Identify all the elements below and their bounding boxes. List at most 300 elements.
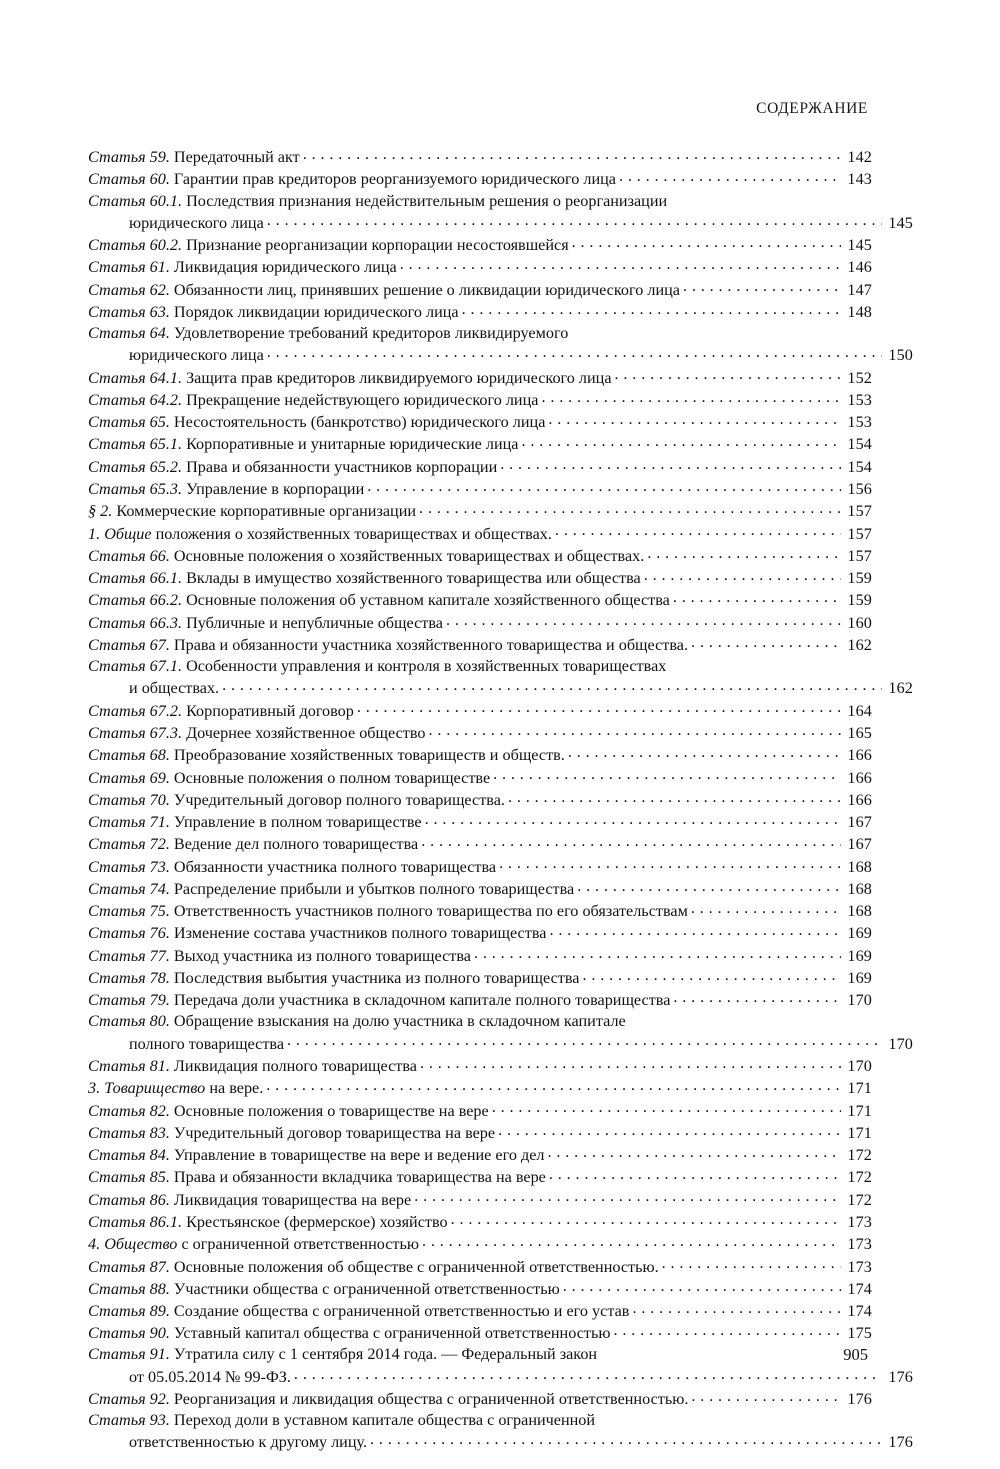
dot-leader — [474, 945, 841, 961]
toc-entry[interactable] — [88, 589, 872, 611]
toc-entry-title: Реорганизация и ликвидация общества с ограниченной ответственностью. — [173, 1390, 689, 1408]
dot-leader — [582, 967, 841, 983]
dot-leader — [500, 456, 841, 472]
toc-entry-page-number: 176 — [888, 1433, 913, 1452]
toc-entry-label: Статья 87. — [88, 1257, 170, 1276]
toc-entry-line — [88, 366, 872, 388]
toc-entry[interactable] — [88, 1322, 872, 1344]
toc-entry[interactable] — [88, 634, 872, 656]
toc-entry-title: Корпоративные и унитарные юридические лица — [186, 435, 519, 454]
toc-entry-page-number: 147 — [847, 280, 872, 299]
toc-entry[interactable] — [88, 168, 872, 190]
toc-entry-title: Публичные и непубличные общества — [186, 613, 443, 632]
toc-entry[interactable] — [88, 301, 872, 323]
toc-entry-page-number: 152 — [847, 368, 872, 387]
toc-entry-text — [88, 434, 518, 455]
toc-entry-title: Особенности управления и контроля в хозяйственных товариществах — [186, 657, 667, 676]
toc-entry[interactable] — [88, 191, 913, 234]
toc-entry-title: Последствия выбытия участника из полного товарищества — [173, 969, 580, 988]
toc-entry-text — [88, 524, 552, 545]
toc-entry-title: Ведение дел полного товарищества — [173, 835, 419, 854]
toc-entry[interactable] — [88, 1144, 872, 1166]
toc-entry[interactable] — [88, 945, 872, 967]
toc-entry-line — [88, 1344, 872, 1365]
toc-entry-label: Статья 60. — [88, 170, 170, 189]
toc-entry-label: Статья 88. — [88, 1279, 170, 1298]
toc-entry-label: Статья 72. — [88, 835, 170, 854]
dot-leader — [662, 1255, 841, 1271]
toc-entry[interactable] — [88, 1188, 872, 1210]
toc-entry-label: Статья 77. — [88, 946, 170, 965]
toc-entry-text — [88, 1323, 610, 1344]
toc-entry-text — [88, 546, 644, 567]
toc-entry-title: Дочернее хозяйственное общество — [186, 723, 426, 742]
toc-entry-line — [88, 922, 872, 944]
toc-entry-continuation-line — [88, 1431, 913, 1453]
toc-entry[interactable] — [88, 1344, 913, 1387]
toc-entry-text — [88, 1257, 659, 1278]
toc-entry-title: Утратила силу с 1 сентября 2014 года. — Федеральный закон — [173, 1345, 598, 1364]
toc-entry-text — [88, 479, 364, 500]
dot-leader — [451, 1211, 841, 1227]
toc-entry-line — [88, 945, 872, 967]
toc-entry-line — [88, 1077, 872, 1099]
toc-entry-label: Статья 93. — [88, 1411, 170, 1430]
toc-entry-line — [88, 1166, 872, 1188]
toc-entry-line — [88, 256, 872, 278]
toc-entry-title: Основные положения о товариществе на вере — [173, 1101, 489, 1120]
toc-entry-text — [88, 946, 471, 967]
toc-entry-label: Статья 86. — [88, 1190, 170, 1209]
dot-leader — [267, 212, 882, 228]
dot-leader — [287, 1033, 882, 1049]
toc-entry-page-number: 172 — [847, 1146, 872, 1165]
toc-entry[interactable] — [88, 1255, 872, 1277]
toc-entry[interactable] — [88, 146, 872, 168]
toc-entry-title: Управление в корпорации — [186, 480, 365, 499]
dot-leader — [419, 500, 841, 516]
toc-entry-text — [88, 457, 497, 478]
dot-leader — [568, 744, 841, 760]
toc-entry-text — [88, 590, 670, 611]
toc-entry-line — [88, 1233, 872, 1255]
toc-entry[interactable] — [88, 967, 872, 989]
toc-entry[interactable] — [88, 900, 872, 922]
toc-entry-page-number: 169 — [847, 946, 872, 965]
toc-entry-title: Коммерческие корпоративные организации — [116, 502, 417, 521]
toc-entry-continuation-text: полного товарищества — [129, 1034, 285, 1053]
toc-entry[interactable] — [88, 833, 872, 855]
toc-entry-text — [88, 1101, 489, 1122]
dot-leader — [414, 1188, 841, 1204]
toc-entry-label: Статья 67. — [88, 636, 170, 654]
toc-entry-page-number: 171 — [847, 1079, 872, 1098]
toc-entry-text — [88, 257, 397, 278]
toc-entry[interactable] — [88, 234, 872, 256]
toc-entry-text — [88, 147, 300, 168]
toc-entry-line — [88, 1278, 872, 1300]
toc-entry-label: Статья 85. — [88, 1168, 170, 1187]
toc-entry-title: Крестьянское (фермерское) хозяйство — [186, 1212, 448, 1231]
toc-entry-title: Учредительный договор товарищества на вере — [173, 1123, 496, 1142]
toc-entry-label: Статья 63. — [88, 302, 170, 321]
toc-entry-title: на вере. — [209, 1079, 264, 1098]
toc-entry-line — [88, 1322, 872, 1344]
toc-entry-title: Создание общества с ограниченной ответственностью и его устав — [173, 1302, 630, 1321]
toc-entry-text — [88, 923, 546, 944]
toc-entry-label: Статья 67.1. — [88, 657, 183, 676]
toc-entry-text — [88, 235, 569, 256]
toc-entry-continuation-text: ответственностью к другому лицу. — [129, 1433, 368, 1452]
toc-entry[interactable] — [88, 744, 872, 766]
toc-entry-line — [88, 1188, 872, 1210]
toc-entry-line — [88, 967, 872, 989]
toc-entry-line — [88, 301, 872, 323]
toc-entry[interactable] — [88, 567, 872, 589]
toc-entry-title: Преобразование хозяйственных товариществ и обществ. — [173, 746, 565, 765]
toc-entry[interactable] — [88, 1300, 872, 1322]
toc-entry-line — [88, 500, 872, 522]
toc-entry-page-number: 175 — [847, 1324, 872, 1343]
toc-entry-text — [88, 1301, 629, 1322]
toc-entry-line — [88, 811, 872, 833]
toc-entry[interactable] — [88, 1278, 872, 1300]
toc-entry-page-number: 174 — [847, 1279, 872, 1298]
toc-entry-line — [88, 279, 872, 301]
toc-entry-title: Управление в полном товариществе — [173, 813, 422, 832]
dot-leader — [691, 900, 841, 916]
toc-entry[interactable] — [88, 789, 872, 811]
toc-entry-title: с ограниченной ответственностью — [181, 1235, 419, 1254]
toc-entry-page-number: 157 — [847, 524, 872, 543]
toc-entry-title: Передаточный акт — [173, 148, 300, 167]
toc-entry-page-number: 145 — [847, 236, 872, 255]
toc-entry-title: Распределение прибыли и убытков полного товарищества — [173, 879, 575, 898]
toc-entry[interactable] — [88, 1211, 872, 1233]
dot-leader — [521, 433, 841, 449]
toc-entry[interactable] — [88, 366, 872, 388]
running-head: СОДЕРЖАНИЕ — [756, 100, 868, 117]
toc-entry-line — [88, 323, 872, 344]
toc-entry-line — [88, 1255, 872, 1277]
dot-leader — [691, 634, 841, 650]
toc-entry[interactable] — [88, 811, 872, 833]
dot-leader — [577, 878, 841, 894]
toc-entry[interactable] — [88, 722, 872, 744]
toc-entry-text — [88, 1389, 688, 1410]
toc-entry-continuation-line — [88, 1033, 913, 1055]
toc-entry-label: Статья 70. — [88, 790, 170, 809]
toc-entry-page-number: 154 — [847, 435, 872, 454]
toc-entry-text — [88, 1078, 263, 1099]
dot-leader — [370, 1431, 882, 1447]
dot-leader — [498, 1122, 841, 1138]
dot-leader — [267, 344, 882, 360]
toc-entry-text — [88, 635, 688, 656]
toc-entry-page-number: 168 — [847, 879, 872, 898]
toc-entry-title: Основные положения об уставном капитале хозяйственного общества — [186, 591, 670, 610]
toc-entry-line — [88, 766, 872, 788]
toc-entry[interactable] — [88, 256, 872, 278]
toc-entry-text — [88, 390, 538, 411]
toc-entry-label: 3. Товарищество — [88, 1079, 206, 1098]
toc-entry[interactable] — [88, 522, 872, 544]
toc-entry-page-number: 146 — [847, 258, 872, 277]
toc-entry-text — [88, 368, 612, 389]
toc-entry[interactable] — [88, 456, 872, 478]
toc-entry-page-number: 162 — [847, 636, 872, 654]
toc-entry-text — [88, 1279, 560, 1300]
toc-entry-label: Статья 90. — [88, 1324, 170, 1343]
toc-entry[interactable] — [88, 478, 872, 500]
toc-entry-title: Права и обязанности участника хозяйственного товарищества и общества. — [173, 636, 689, 654]
dot-leader — [632, 1300, 841, 1316]
toc-entry[interactable] — [88, 545, 872, 567]
toc-entry-title: Основные положения о хозяйственных товариществах и обществах. — [173, 546, 645, 565]
toc-entry-text — [88, 323, 568, 344]
toc-entry-line — [88, 146, 872, 168]
toc-entry-line — [88, 168, 872, 190]
toc-entry-page-number: 168 — [847, 902, 872, 921]
toc-entry[interactable] — [88, 1011, 913, 1054]
toc-entry[interactable] — [88, 1122, 872, 1144]
toc-entry-text — [88, 723, 425, 744]
toc-entry-text — [88, 1190, 411, 1211]
toc-entry-label: Статья 62. — [88, 280, 170, 299]
toc-entry-text — [88, 656, 666, 677]
dot-leader — [462, 301, 841, 317]
toc-entry-text — [88, 1145, 544, 1166]
dot-leader — [428, 722, 841, 738]
toc-entry-page-number: 143 — [847, 170, 872, 189]
toc-entry-title: Прекращение недействующего юридического лица — [186, 390, 539, 409]
toc-entry-text — [88, 990, 670, 1011]
toc-entry-label: Статья 69. — [88, 768, 170, 787]
toc-entry-title: Обращение взыскания на долю участника в складочном капитале — [173, 1012, 626, 1031]
toc-entry-title: Ликвидация товарищества на вере — [173, 1190, 412, 1209]
toc-entry-line — [88, 234, 872, 256]
dot-leader — [222, 677, 882, 693]
toc-entry-label: Статья 71. — [88, 813, 170, 832]
toc-entry[interactable] — [88, 855, 872, 877]
toc-entry[interactable] — [88, 500, 872, 522]
toc-entry-label: Статья 74. — [88, 879, 170, 898]
toc-entry-text — [88, 790, 505, 811]
toc-entry-text — [88, 1212, 448, 1233]
toc-entry-page-number: 173 — [847, 1257, 872, 1276]
toc-entry[interactable] — [88, 612, 872, 634]
toc-entry[interactable] — [88, 389, 872, 411]
toc-entry-label: Статья 79. — [88, 991, 170, 1010]
toc-entry-title: положения о хозяйственных товариществах и обществах. — [155, 524, 552, 543]
toc-entry-line — [88, 522, 872, 544]
toc-entry-label: Статья 92. — [88, 1390, 170, 1408]
toc-entry[interactable] — [88, 1388, 872, 1410]
toc-entry-page-number: 157 — [847, 546, 872, 565]
toc-entry-page-number: 170 — [888, 1034, 913, 1053]
toc-entry-label: 1. Общие — [88, 524, 152, 543]
toc-entry-line — [88, 389, 872, 411]
toc-entry-continuation-text: юридического лица — [129, 213, 264, 232]
toc-entry-text — [88, 412, 545, 433]
toc-entry-label: Статья 66.2. — [88, 591, 183, 610]
toc-entry-title: Признание реорганизации корпорации несостоявшейся — [186, 236, 569, 255]
dot-leader — [492, 1099, 841, 1115]
toc-entry-page-number: 148 — [847, 302, 872, 321]
toc-entry-label: Статья 86.1. — [88, 1212, 183, 1231]
toc-entry-line — [88, 191, 872, 212]
toc-entry-line — [88, 789, 872, 811]
toc-entry-continuation-line — [88, 1366, 913, 1388]
toc-entry[interactable] — [88, 1099, 872, 1121]
toc-entry-line — [88, 744, 872, 766]
toc-entry[interactable] — [88, 989, 872, 1011]
toc-entry-title: Уставный капитал общества с ограниченной ответственностью — [173, 1324, 611, 1343]
toc-entry-page-number: 165 — [847, 723, 872, 742]
toc-entry[interactable] — [88, 323, 913, 366]
toc-entry-line — [88, 1410, 872, 1431]
toc-entry-line — [88, 634, 872, 656]
toc-entry-label: Статья 66.3. — [88, 613, 183, 632]
toc-entry-page-number: 173 — [847, 1235, 872, 1254]
toc-entry-label: Статья 65.1. — [88, 435, 183, 454]
toc-entry-title: Права и обязанности вкладчика товарищества на вере — [173, 1168, 546, 1187]
toc-entry-page-number: 159 — [847, 591, 872, 610]
toc-entry-title: Последствия признания недействительным решения о реорганизации — [186, 191, 668, 210]
toc-entry-line — [88, 722, 872, 744]
toc-entry[interactable] — [88, 411, 872, 433]
toc-entry-label: Статья 78. — [88, 969, 170, 988]
toc-entry-title: Права и обязанности участников корпорации — [186, 457, 498, 476]
toc-entry-text — [88, 701, 354, 722]
toc-entry[interactable] — [88, 1233, 872, 1255]
toc-entry-title: Ликвидация полного товарищества — [173, 1056, 417, 1075]
toc-entry-line — [88, 900, 872, 922]
toc-entry-line — [88, 1388, 872, 1410]
dot-leader — [400, 256, 841, 272]
toc-entry-text — [88, 280, 680, 301]
toc-entry-line — [88, 699, 872, 721]
toc-entry-text — [88, 1234, 419, 1255]
dot-leader — [549, 1166, 841, 1182]
toc-entry-title: Изменение состава участников полного товарищества — [173, 924, 547, 943]
toc-entry-title: Порядок ликвидации юридического лица — [173, 302, 459, 321]
toc-entry-label: Статья 89. — [88, 1302, 170, 1321]
toc-entry-text — [88, 768, 490, 789]
toc-entry-text — [88, 1011, 626, 1032]
toc-entry-label: Статья 61. — [88, 258, 170, 277]
toc-entry-title: Переход доли в уставном капитале общества с ограниченной — [173, 1411, 596, 1430]
toc-entry-continuation-line — [88, 344, 913, 366]
toc-entry-label: Статья 64.1. — [88, 368, 183, 387]
toc-entry-label: Статья 67.3. — [88, 723, 183, 742]
toc-entry-text — [88, 302, 459, 323]
toc-entry-page-number: 169 — [847, 969, 872, 988]
toc-entry-title: Учредительный договор полного товарищества. — [173, 790, 505, 809]
toc-entry-page-number: 160 — [847, 613, 872, 632]
toc-entry[interactable] — [88, 766, 872, 788]
toc-entry-label: Статья 91. — [88, 1345, 170, 1364]
toc-entry[interactable] — [88, 1077, 872, 1099]
toc-entry-title: Несостоятельность (банкротство) юридического лица — [173, 413, 546, 432]
dot-leader — [303, 146, 841, 162]
toc-entry-page-number: 168 — [847, 857, 872, 876]
toc-entry-text — [88, 812, 422, 833]
toc-entry-text — [88, 501, 416, 522]
toc-entry-continuation-text: юридического лица — [129, 346, 264, 365]
toc-entry-label: Статья 60.1. — [88, 191, 183, 210]
toc-entry[interactable] — [88, 279, 872, 301]
dot-leader — [572, 234, 841, 250]
toc-entry-line — [88, 1099, 872, 1121]
toc-entry-title: Основные положения о полном товариществе — [173, 768, 491, 787]
toc-entry-page-number: 174 — [847, 1302, 872, 1321]
toc-entry-label: Статья 60.2. — [88, 236, 183, 255]
toc-entry-label: Статья 67.2. — [88, 701, 183, 720]
toc-entry-label: Статья 83. — [88, 1123, 170, 1142]
toc-entry-page-number: 176 — [847, 1390, 872, 1408]
toc-entry-page-number: 159 — [847, 569, 872, 588]
toc-entry-text — [88, 857, 496, 878]
dot-leader — [615, 366, 841, 382]
toc-entry-title: Участники общества с ограниченной ответственностью — [173, 1279, 560, 1298]
dot-leader — [294, 1366, 882, 1382]
toc-entry[interactable] — [88, 1055, 872, 1077]
toc-entry-line — [88, 1211, 872, 1233]
dot-leader — [673, 589, 841, 605]
toc-entry-title: Вклады в имущество хозяйственного товарищества или общества — [186, 569, 641, 588]
toc-entry-page-number: 164 — [847, 701, 872, 720]
toc-entry[interactable] — [88, 922, 872, 944]
toc-entry-title: Ликвидация юридического лица — [173, 258, 397, 277]
dot-leader — [549, 922, 841, 938]
toc-entry-continuation-text: от 05.05.2014 № 99-ФЗ. — [129, 1367, 291, 1386]
dot-leader — [357, 699, 841, 715]
toc-entry-text — [88, 191, 667, 212]
toc-entry-label: Статья 65. — [88, 413, 170, 432]
toc-entry[interactable] — [88, 1410, 913, 1453]
toc-entry[interactable] — [88, 699, 872, 721]
toc-entry[interactable] — [88, 878, 872, 900]
toc-entry-title: Ответственность участников полного товарищества по его обязательствам — [173, 902, 688, 921]
toc-entry-label: Статья 66. — [88, 546, 170, 565]
toc-entry[interactable] — [88, 1166, 872, 1188]
dot-leader — [266, 1077, 841, 1093]
toc-entry[interactable] — [88, 656, 913, 699]
toc-entry-page-number: 150 — [888, 346, 913, 365]
dot-leader — [555, 522, 841, 538]
toc-entry-page-number: 145 — [888, 213, 913, 232]
toc-entry-line — [88, 612, 872, 634]
dot-leader — [421, 833, 841, 849]
toc-entry-page-number: 176 — [888, 1367, 913, 1386]
toc-entry-label: Статья 65.3. — [88, 480, 183, 499]
toc-entry-label: 4. Общество — [88, 1235, 178, 1254]
toc-entry-line — [88, 989, 872, 1011]
toc-entry-page-number: 169 — [847, 924, 872, 943]
toc-entry-text — [88, 1123, 495, 1144]
toc-entry-page-number: 142 — [847, 148, 872, 167]
toc-entry[interactable] — [88, 433, 872, 455]
toc-entry-page-number: 171 — [847, 1101, 872, 1120]
toc-entry-text — [88, 613, 443, 634]
toc-entry-label: Статья 68. — [88, 746, 170, 765]
dot-leader — [563, 1278, 841, 1294]
dot-leader — [673, 989, 841, 1005]
toc-entry-label: Статья 64. — [88, 324, 170, 343]
toc-entry-title: Выход участника из полного товарищества — [173, 946, 471, 965]
toc-entry-title: Защита прав кредиторов ликвидируемого юридического лица — [186, 368, 612, 387]
